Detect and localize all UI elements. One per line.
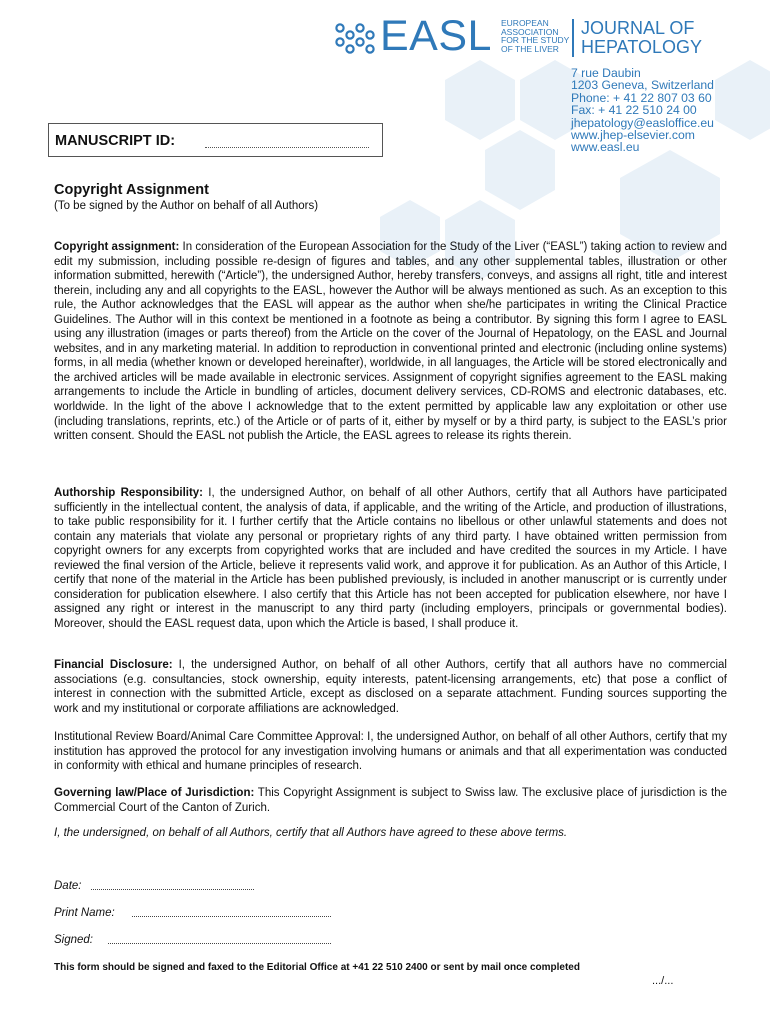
easl-subtitle-line: ASSOCIATION — [501, 26, 559, 37]
fax-line: Fax: + 41 22 510 24 00 — [571, 103, 697, 118]
certification-statement: I, the undersigned, on behalf of all Authors, certify that all Authors have agreed to these above terms. — [54, 827, 568, 839]
paragraph-text: This Copyright Assignment is subject to Swiss law. The exclusive place of jurisdiction is the Commercial Court of the Canton of Zurich. — [54, 787, 727, 814]
jhep-website-link[interactable]: www.jhep-elsevier.com — [571, 128, 695, 143]
address-line: 7 rue Daubin — [571, 66, 641, 80]
footer-instructions: This form should be signed and faxed to the Editorial Office at +41 22 510 2400 or sent by mail once completed — [54, 962, 580, 973]
paragraph-heading: Copyright assignment: — [54, 241, 180, 253]
easl-subtitle-line: FOR THE STUDY — [501, 35, 570, 46]
easl-hexagon-logo-icon — [334, 20, 378, 54]
manuscript-id-box — [48, 123, 383, 157]
easl-subtitle-line: EUROPEAN — [501, 18, 549, 28]
paragraph-heading: Governing law/Place of Jurisdiction: — [54, 787, 255, 799]
financial-disclosure-paragraph — [54, 658, 727, 716]
easl-wordmark: EASL — [380, 12, 492, 60]
irb-approval-paragraph — [54, 730, 727, 774]
journal-title-line: JOURNAL OF — [581, 18, 695, 38]
paragraph-text: Institutional Review Board/Animal Care Committee Approval: I, the undersigned Author, on behalf of all other Authors, certify that my institution has approved the protocol for any investigation involving humans or animals and that all experimentation was conducted in conformity with ethical and humane principles of research. — [54, 731, 727, 773]
contact-block — [571, 67, 714, 154]
easl-subtitle — [501, 19, 569, 53]
journal-title-line: HEPATOLOGY — [581, 37, 703, 57]
governing-law-paragraph — [54, 786, 727, 815]
copyright-assignment-paragraph — [54, 240, 727, 444]
date-label: Date: — [54, 880, 82, 892]
page-subtitle: (To be signed by the Author on behalf of all Authors) — [54, 200, 319, 212]
phone-line: Phone: + 41 22 807 03 60 — [571, 90, 712, 105]
paragraph-text: In consideration of the European Association for the Study of the Liver (“EASL”) taking action to review and edit my submission, including possible re-design of figures and tables, and any other supplemental tables, illustration or other information submitted, herewith (“Article”), the undersigned Author, hereby transfers, conveys, and assigns all right, title and interest therein, including any and all copyrights to the EASL, however the Author will be always mentioned as such. As an exception to this rule, the Author acknowledges that the EASL will appear as the author when she/he participates in writing the Clinical Practice Guidelines. The Author will in this context be mentioned in a footnote as being a contributor. By signing this form I agree to EASL using any illustration (images or parts thereof) from the Article on the cover of the Journal of Hepatology, on the EASL and Journal websites, and in any marketing material. In addition to reproduction in conventional printed and electronic (including online systems) forms, in all media (whether known or developed hereinafter), worldwide, in all languages, the Article will be stored electronically and the archived articles will be made available in electronic services. Assignment of copyright signifies agreement to the EASL making arrangements to include the Article in bundling of articles, document delivery services, CD-ROMS and electronic databases, etc. worldwide. In the light of the above I acknowledge that to the extent permitted by applicable law any exploitation or other use (including translations, reprints, etc.) of the Article or of parts of it, either by myself or by a third party, is subject to the EASL’s prior written consent. Should the EASL not publish the Article, the EASL agrees to release its rights therein. — [54, 241, 727, 443]
manuscript-id-label: MANUSCRIPT ID: — [55, 133, 176, 149]
page-title: Copyright Assignment — [54, 182, 209, 198]
easl-website-link[interactable]: www.easl.eu — [571, 140, 640, 155]
paragraph-text: I, the undersigned Author, on behalf of all other Authors, certify that all Authors have participated sufficiently in the intellectual content, the analysis of data, if applicable, and the writing of the Article, and production of illustrations, to take public responsibility for it. I further certify that the Article contains no libellous or other unlawful statements and does not contain any materials that violate any personal or proprietary rights of any third party. I have obtained written permission from copyright owners for any excerpts from copyrighted works that are included and have credited the sources in my Article. I have reviewed the final version of the Article, believe it represents valid work, and approve it for publication. As an Author of this Article, I certify that none of the material in the Article has been published previously, is included in another manuscript or is currently under consideration for publication elsewhere. I also certify that this Article has not been accepted for publication elsewhere, nor have I assigned any right or interest in the manuscript to any third party (including employers, principals or governmental bodies). Moreover, should the EASL request data, upon which the Article is based, I shall produce it. — [54, 487, 727, 630]
easl-logo — [334, 12, 574, 60]
signature-field[interactable] — [108, 943, 331, 944]
print-name-label: Print Name: — [54, 907, 115, 919]
easl-subtitle-line: OF THE LIVER — [501, 43, 559, 54]
email-link[interactable]: jhepatology@easloffice.eu — [571, 115, 714, 130]
authorship-responsibility-paragraph — [54, 486, 727, 631]
paragraph-text: I, the undersigned Author, on behalf of all other Authors, certify that all authors have no commercial associations (e.g. consultancies, stock ownership, equity interests, patent-licensing arrangements, etc) that pose a conflict of interest in connection with the submitted Article, except as disclosed on a separate attachment. Funding sources supporting the work and my institutional or corporate affiliations are acknowledged. — [54, 659, 727, 715]
paragraph-heading: Financial Disclosure: — [54, 659, 173, 671]
manuscript-id-field[interactable] — [205, 147, 369, 148]
continuation-marker: .../... — [652, 975, 674, 987]
date-field[interactable] — [91, 889, 254, 890]
journal-title — [572, 19, 702, 57]
print-name-field[interactable] — [132, 916, 331, 917]
signed-label: Signed: — [54, 934, 94, 946]
city-line: 1203 Geneva, Switzerland — [571, 78, 714, 93]
paragraph-heading: Authorship Responsibility: — [54, 487, 204, 499]
